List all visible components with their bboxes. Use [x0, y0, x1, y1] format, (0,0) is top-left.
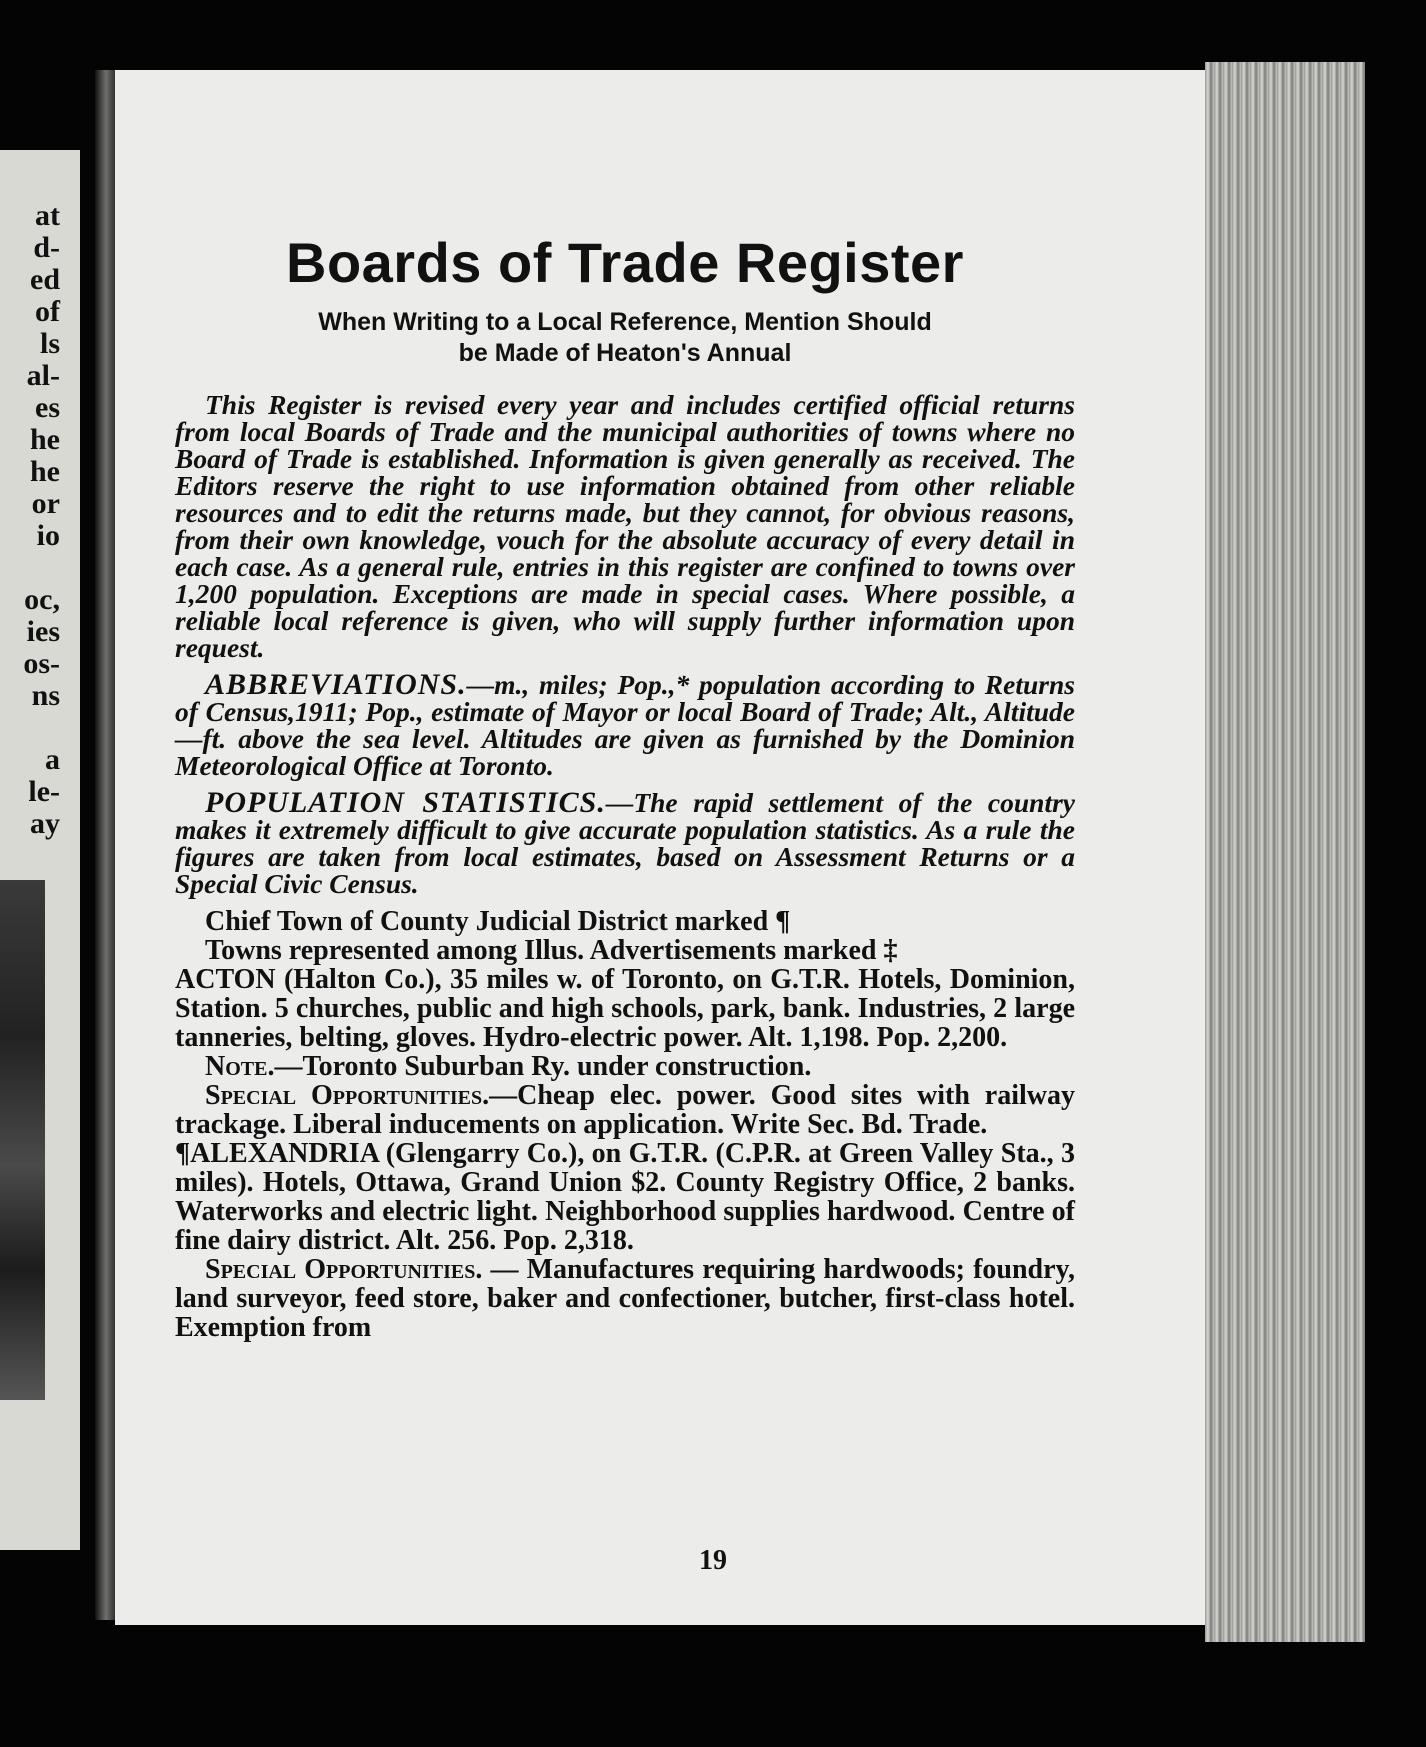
page-content — [175, 230, 1075, 1342]
abbreviations-paragraph — [175, 668, 1075, 781]
page-number: 19 — [699, 1545, 727, 1576]
book-gutter — [95, 70, 117, 1620]
legend-advertisements: Towns represented among Illus. Advertisements marked ‡ — [205, 935, 898, 966]
acton-special — [175, 1081, 1075, 1139]
acton-note — [175, 1052, 1075, 1081]
facing-page-fragment: ls — [39, 327, 60, 360]
facing-page-photo — [0, 880, 45, 1400]
legend-chief-town: Chief Town of County Judicial District marked ¶ — [205, 906, 791, 937]
population-heading: POPULATION STATISTICS. — [205, 786, 606, 819]
population-paragraph — [175, 786, 1075, 899]
special-text: —Cheap elec. power. Good sites with railway trackage. Liberal inducements on application. Write Sec. Bd. Trade. — [175, 1080, 1075, 1140]
facing-page-fragment: a — [45, 743, 60, 776]
subtitle-line-2: be Made of Heaton's Annual — [458, 339, 792, 367]
abbreviations-heading: ABBREVIATIONS. — [205, 668, 467, 701]
facing-page-fragment: he — [30, 455, 60, 488]
facing-page-fragment: os- — [23, 647, 60, 680]
note-label: Note. — [205, 1051, 275, 1082]
facing-page-fragment: or — [31, 487, 60, 520]
facing-page-fragment: oc, — [24, 583, 60, 616]
facing-page-fragment: ns — [31, 679, 60, 712]
alexandria-special — [175, 1255, 1075, 1342]
facing-page-fragment: at — [35, 199, 60, 232]
special-label: Special Opportunities. — [205, 1254, 483, 1285]
page-subtitle — [175, 307, 1075, 369]
entry-alexandria: ¶ALEXANDRIA (Glengarry Co.), on G.T.R. (C.P.R. at Green Valley Sta., 3 miles). Hotels, Ottawa, Grand Union $2. County Registry Office, 2 banks. Waterworks and electric light. Neighborhood supplies hardwood. Centre of fine dairy district. Alt. 256. Pop. 2,318. — [175, 1138, 1075, 1256]
facing-page-fragment: ed — [30, 263, 60, 296]
special-label: Special Opportunities. — [205, 1080, 490, 1111]
page-edges — [1205, 62, 1365, 1642]
entry-acton: ACTON (Halton Co.), 35 miles w. of Toronto, on G.T.R. Hotels, Dominion, Station. 5 churches, public and high schools, park, bank. Industries, 2 large tanneries, belting, gloves. Hydro-electric power. Alt. 1,198. Pop. 2,200. — [175, 964, 1075, 1053]
facing-page-fragment: io — [36, 519, 60, 552]
facing-page-fragment: of — [35, 295, 60, 328]
facing-page-fragment: ay — [30, 807, 60, 840]
population-text: —The rapid settlement of the country makes it extremely difficult to give accurate population statistics. As a rule the figures are taken from local estimates, based on Assessment Returns or a Special Civic Census. — [175, 787, 1075, 899]
facing-page-fragment: es — [35, 391, 60, 424]
abbreviations-text: —m., miles; Pop.,* population according to Returns of Census,1911; Pop., estimate of Mayor or local Board of Trade; Alt., Altitude—ft. above the sea level. Altitudes are given as furnished by the Dominion Meteorological Office at Toronto. — [175, 669, 1075, 781]
special-text: — Manufactures requiring hardwoods; foundry, land surveyor, feed store, baker and confectioner, butcher, first-class hotel. Exemption from — [175, 1254, 1076, 1343]
subtitle-line-1: When Writing to a Local Reference, Mention Should — [318, 308, 932, 336]
facing-page-fragment: ies — [26, 615, 60, 648]
intro-paragraph: This Register is revised every year and includes certified official returns from local Boards of Trade and the municipal authorities of towns where no Board of Trade is established. Information is given generally as received. The Editors reserve the right to use information obtained from other reliable resources and to edit the returns made, but they cannot, for obvious reasons, from their own knowledge, vouch for the absolute accuracy of every detail in each case. As a general rule, entries in this register are confined to towns over 1,200 population. Exceptions are made in special cases. Where possible, a reliable local reference is given, who will supply further information upon request. — [175, 389, 1075, 663]
facing-page-fragment: d- — [33, 231, 60, 264]
page-title: Boards of Trade Register — [286, 231, 964, 294]
facing-page-fragment: le- — [28, 775, 60, 808]
note-text: —Toronto Suburban Ry. under construction. — [274, 1051, 812, 1082]
facing-page-fragment: he — [30, 423, 60, 456]
facing-page-fragment: al- — [26, 359, 60, 392]
